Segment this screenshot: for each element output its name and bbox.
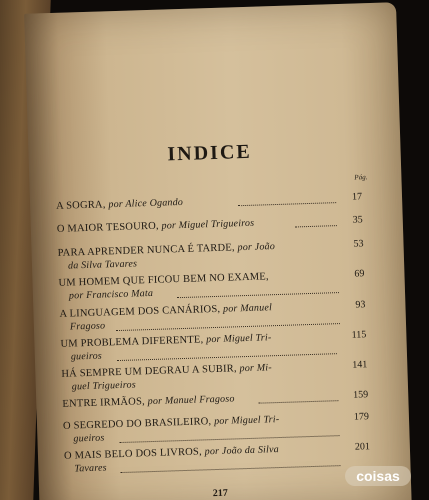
entry-line-2 bbox=[73, 433, 104, 446]
entry-line-1 bbox=[59, 302, 272, 321]
entry-title: HÁ SEMPRE UM DEGRAU A SUBIR, bbox=[61, 363, 240, 380]
page-content bbox=[50, 3, 376, 500]
entry-line-2 bbox=[72, 380, 136, 394]
entry-line-1 bbox=[58, 271, 269, 290]
entry-author: por João da Silva bbox=[204, 444, 280, 458]
book-page bbox=[24, 2, 412, 500]
entry-line-2 bbox=[69, 288, 153, 303]
index-entry bbox=[58, 268, 369, 304]
entry-title: ENTRE IRMÃOS, bbox=[62, 396, 148, 410]
entry-title: O SEGREDO DO BRASILEIRO, bbox=[62, 416, 215, 432]
entry-line-2 bbox=[70, 320, 106, 333]
entry-title: PARA APRENDER NUNCA É TARDE, bbox=[57, 242, 238, 259]
entry-page-number: 17 bbox=[351, 191, 363, 203]
page-column-label: Pág. bbox=[354, 173, 368, 182]
dot-leader bbox=[258, 400, 338, 404]
entry-line-1 bbox=[60, 332, 271, 351]
entry-page-number: 201 bbox=[354, 441, 371, 453]
entry-title: UM PROBLEMA DIFERENTE, bbox=[60, 334, 207, 350]
entry-author: por João bbox=[237, 241, 276, 254]
entry-page-number: 179 bbox=[353, 411, 370, 423]
entry-title: A LINGUAGEM DOS CANÁRIOS, bbox=[59, 303, 224, 320]
dot-leader bbox=[295, 225, 337, 227]
entry-title: O MAIOR TESOURO, bbox=[56, 220, 162, 235]
entry-page-number: 159 bbox=[353, 389, 369, 401]
entry-author: por Manuel Fragoso bbox=[147, 393, 235, 408]
entry-author: por Manuel bbox=[222, 302, 273, 315]
entry-author-cont: Fragoso bbox=[69, 320, 106, 333]
entry-author-cont: Tavares bbox=[74, 462, 107, 475]
dot-leader bbox=[116, 323, 340, 331]
entry-page-number: 93 bbox=[355, 299, 366, 311]
entry-page-number: 141 bbox=[352, 359, 368, 371]
entry-page-number: 69 bbox=[354, 268, 365, 280]
entry-line-1 bbox=[64, 444, 279, 463]
entry-author-cont: gueiros bbox=[70, 350, 103, 363]
entry-line-1 bbox=[61, 362, 272, 381]
entry-author: por Miguel Tri- bbox=[213, 414, 280, 428]
entry-author: por Miguel Trigueiros bbox=[161, 217, 255, 232]
entry-page-number: 53 bbox=[353, 238, 364, 250]
entry-author: por Miguel Tri- bbox=[206, 332, 272, 346]
entry-line-1 bbox=[56, 197, 183, 213]
entry-author: por Mi- bbox=[239, 362, 272, 375]
entry-line-2 bbox=[68, 258, 137, 272]
index-entry bbox=[64, 441, 375, 477]
entry-author-cont: guel Trigueiros bbox=[71, 379, 137, 393]
entry-line-2 bbox=[71, 351, 102, 364]
index-entry bbox=[59, 299, 370, 335]
entry-title: O MAIS BELO DOS LIVROS, bbox=[63, 446, 205, 462]
entry-page-number: 35 bbox=[352, 214, 363, 226]
watermark-logo: coisas bbox=[345, 466, 411, 486]
entry-title: UM HOMEM QUE FICOU BEM NO EXAME, bbox=[58, 271, 269, 289]
entry-line-2 bbox=[74, 462, 107, 475]
index-entry bbox=[61, 359, 372, 395]
dot-leader bbox=[120, 435, 340, 443]
dot-leader bbox=[177, 292, 339, 298]
entry-author-cont: da Silva Tavares bbox=[67, 258, 138, 272]
page-title: INDICE bbox=[167, 140, 253, 166]
entry-author-cont: gueiros bbox=[73, 432, 105, 445]
entry-author-cont: por Francisco Mata bbox=[68, 287, 154, 302]
dot-leader bbox=[238, 202, 336, 206]
dot-leader bbox=[121, 465, 341, 473]
entry-line-1 bbox=[62, 393, 235, 410]
entry-page-number: 115 bbox=[351, 329, 367, 341]
entry-title: A SOGRA, bbox=[55, 199, 109, 212]
page-number: 217 bbox=[212, 487, 228, 500]
entry-author: por Alice Ogando bbox=[108, 196, 184, 211]
dot-leader bbox=[117, 353, 337, 361]
index-entry bbox=[60, 329, 371, 365]
